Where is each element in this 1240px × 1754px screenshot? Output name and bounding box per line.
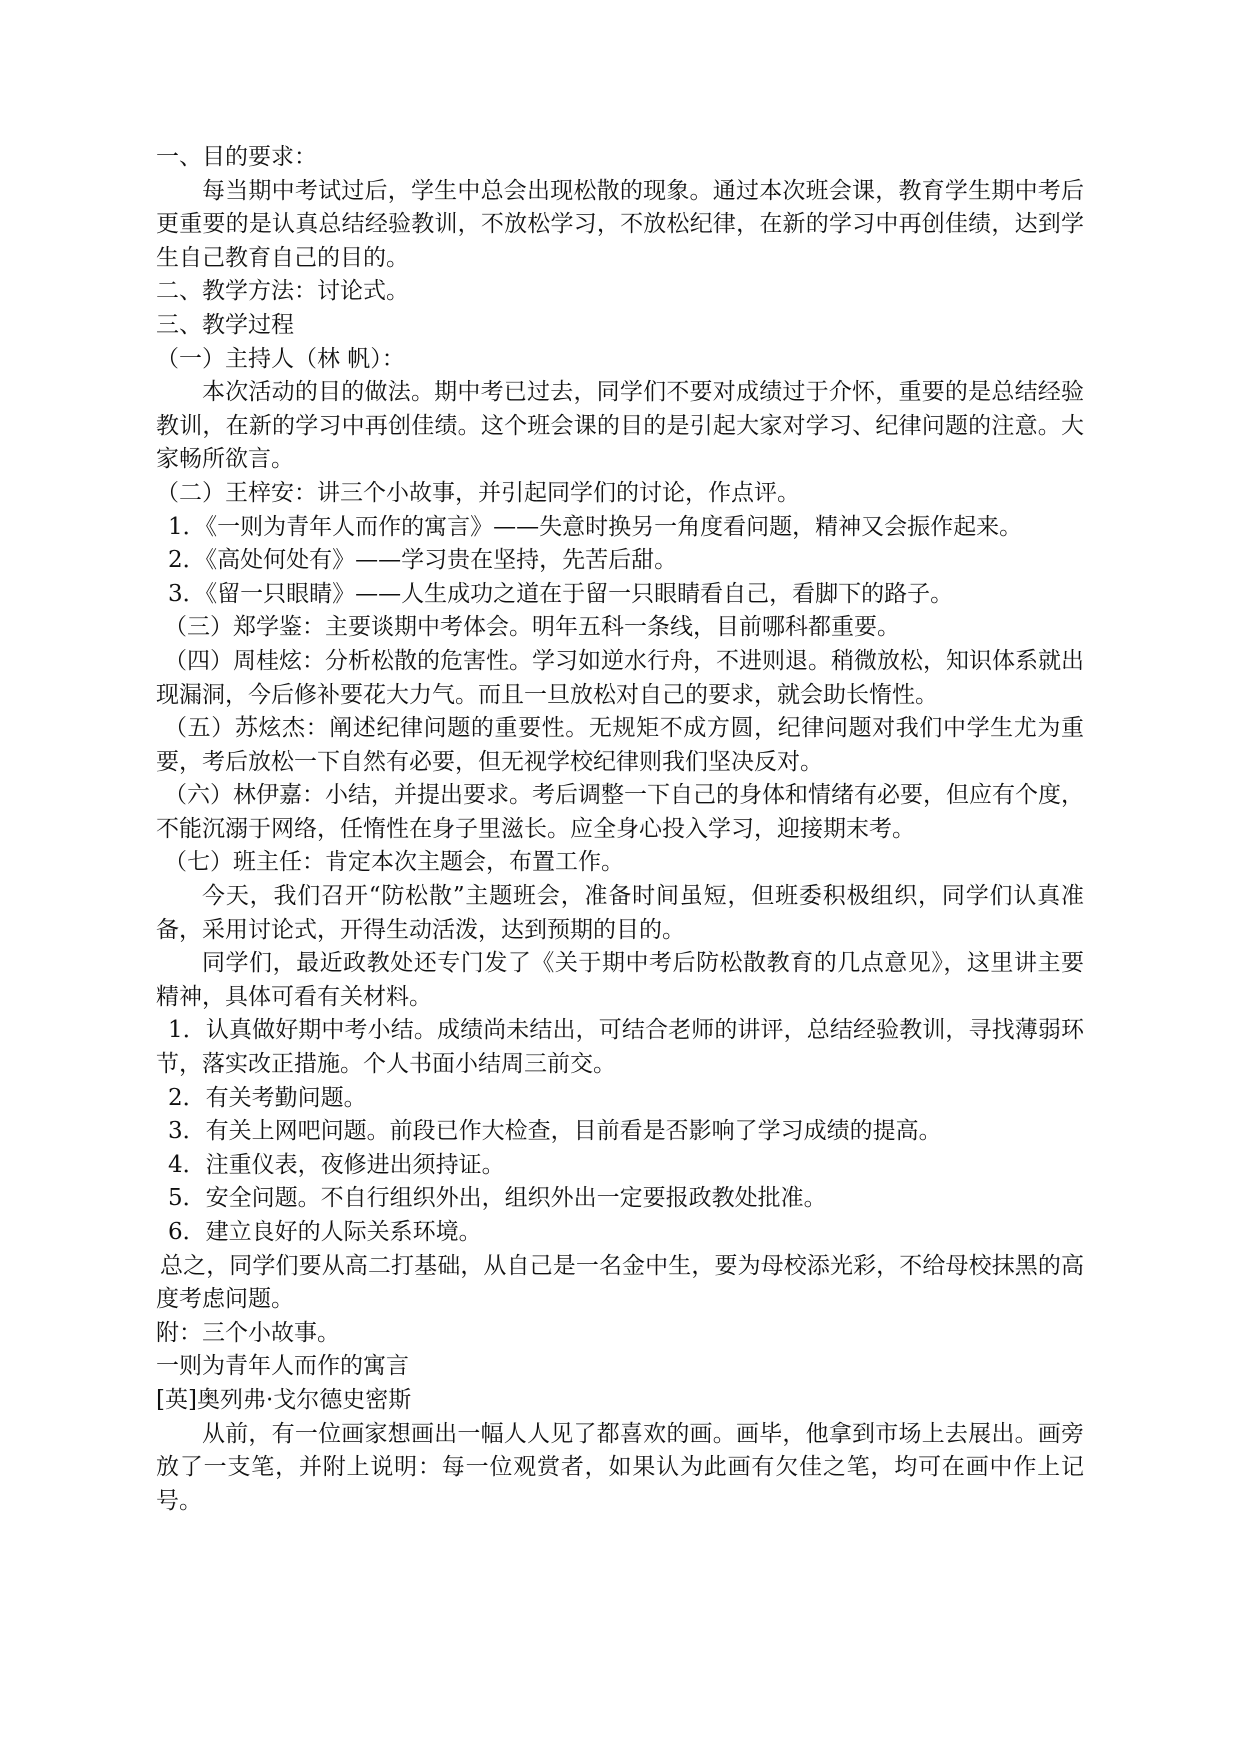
- list-item-story-2: 2．《高处何处有》——学习贵在坚持，先苦后甜。: [168, 547, 678, 574]
- story-title: 一则为青年人而作的寓言: [156, 1353, 409, 1380]
- heading-teaching-method: 二、教学方法：讨论式。: [156, 278, 409, 305]
- list-item-guidance-6: 6．建立良好的人际关系环境。: [168, 1219, 482, 1245]
- subheading-wang-zian: （二）王梓安：讲三个小故事，并引起同学们的讨论，作点评。: [156, 479, 800, 506]
- list-item-guidance-3: 3．有关上网吧问题。前段已作大检查，目前看是否影响了学习成绩的提高。: [168, 1118, 942, 1145]
- heading-objectives: 一、目的要求：: [156, 144, 317, 170]
- list-item-guidance-2: 2．有关考勤问题。: [168, 1084, 367, 1111]
- paragraph-conclusion: 总之，同学们要从高二打基础，从自己是一名金中生，要为母校添光彩，不给母校抹黑的高度考虑问题。: [156, 1252, 1084, 1313]
- list-item-guidance-1: 1．认真做好期中考小结。成绩尚未结出，可结合老师的讲评，总结经验教训，寻找薄弱环节，落实改正措施。个人书面小结周三前交。: [156, 1017, 1084, 1078]
- subheading-class-teacher: （七）班主任：肯定本次主题会，布置工作。: [164, 849, 624, 876]
- list-item-story-3: 3．《留一只眼睛》——人生成功之道在于留一只眼睛看自己，看脚下的路子。: [168, 580, 954, 607]
- subheading-lin-yijia: （六）林伊嘉：小结，并提出要求。考后调整一下自己的身体和情绪有必要，但应有个度，不能沉溺于网络，任惰性在身子里滋长。应全身心投入学习，迎接期末考。: [156, 782, 1084, 842]
- paragraph-meeting-summary: 今天，我们召开“防松散”主题班会，准备时间虽短，但班委积极组织，同学们认真准备，采用讨论式，开得生动活泼，达到预期的目的。: [156, 883, 1084, 943]
- subheading-host: （一）主持人（林 帆）：: [156, 345, 405, 372]
- list-item-guidance-5: 5．安全问题。不自行组织外出，组织外出一定要报政教处批准。: [168, 1185, 827, 1212]
- paragraph-objectives-body: 每当期中考试过后，学生中总会出现松散的现象。通过本次班会课，教育学生期中考后更重要的是认真总结经验教训，不放松学习，不放松纪律，在新的学习中再创佳绩，达到学生自己教育自己的目的。: [156, 177, 1084, 271]
- list-item-guidance-4: 4．注重仪表，夜修进出须持证。: [168, 1151, 505, 1178]
- subheading-su-xuanjie: （五）苏炫杰：阐述纪律问题的重要性。无规矩不成方圆，纪律问题对我们中学生尤为重要，考后放松一下自然有必要，但无视学校纪律则我们坚决反对。: [156, 715, 1084, 775]
- paragraph-guidance-notice: 同学们，最近政教处还专门发了《关于期中考后防松散教育的几点意见》，这里讲主要精神，具体可看有关材料。: [156, 950, 1084, 1010]
- heading-teaching-process: 三、教学过程: [156, 311, 294, 338]
- subheading-zhou-guixuan: （四）周桂炫：分析松散的危害性。学习如逆水行舟，不进则退。稍微放松，知识体系就出现漏洞，今后修补要花大力气。而且一旦放松对自己的要求，就会助长惰性。: [156, 647, 1084, 708]
- list-item-story-1: 1．《一则为青年人而作的寓言》——失意时换另一角度看问题，精神又会振作起来。: [168, 513, 1023, 540]
- document-page: [156, 141, 1084, 1518]
- paragraph-host-body: 本次活动的目的做法。期中考已过去，同学们不要对成绩过于介怀，重要的是总结经验教训，在新的学习中再创佳绩。这个班会课的目的是引起大家对学习、纪律问题的注意。大家畅所欲言。: [156, 379, 1084, 473]
- story-author: [英]奥列弗·戈尔德史密斯: [156, 1386, 412, 1413]
- subheading-zheng-xuejian: （三）郑学鉴：主要谈期中考体会。明年五科一条线，目前哪科都重要。: [164, 614, 900, 641]
- heading-appendix: 附：三个小故事。: [156, 1319, 340, 1346]
- paragraph-story-body: 从前，有一位画家想画出一幅人人见了都喜欢的画。画毕，他拿到市场上去展出。画旁放了一支笔，并附上说明：每一位观赏者，如果认为此画有欠佳之笔，均可在画中作上记号。: [156, 1420, 1084, 1514]
